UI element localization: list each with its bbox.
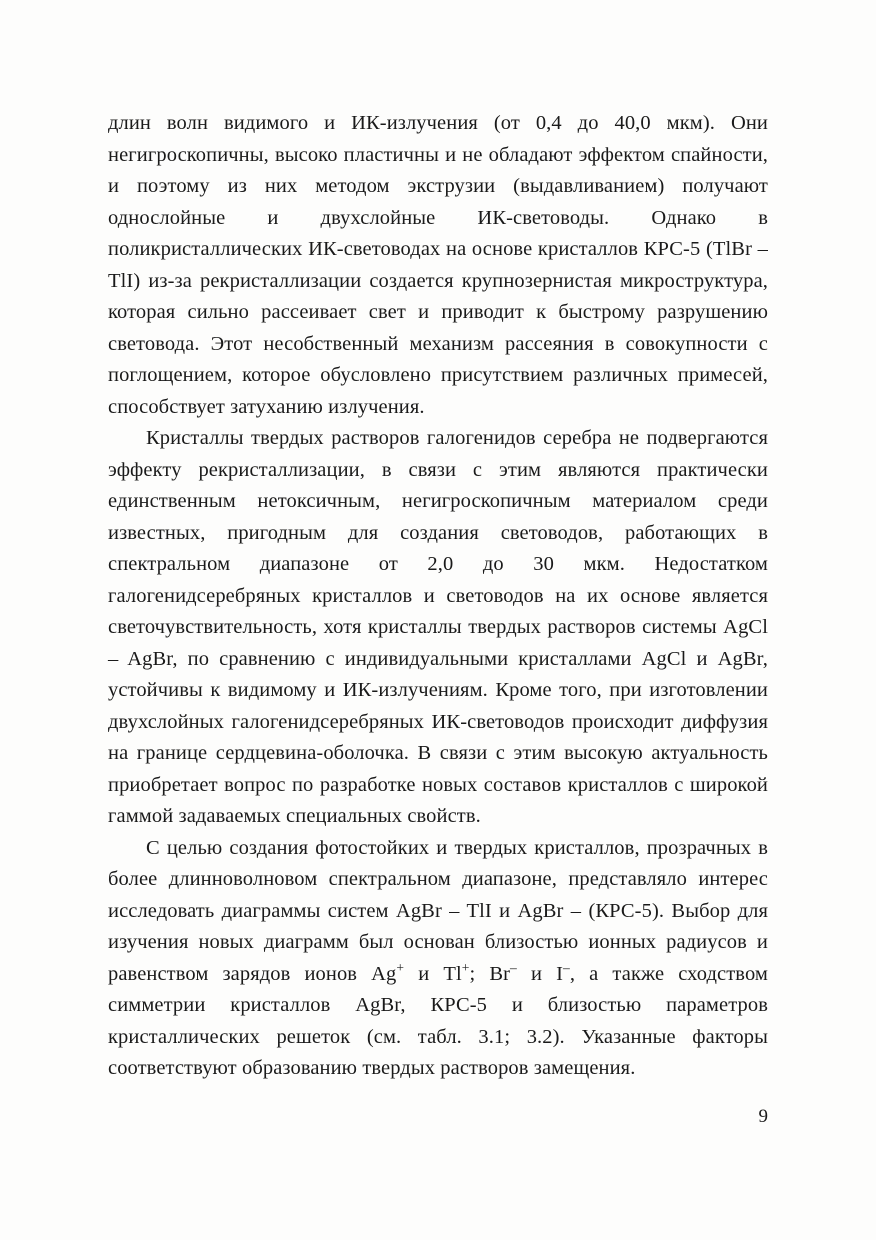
page-number: 9 — [758, 1106, 768, 1127]
superscript: – — [510, 959, 517, 975]
superscript: + — [396, 959, 405, 975]
page-body — [108, 108, 768, 1085]
paragraph-2: Кристаллы твердых растворов галогенидов серебра не подвергаются эффекту рекристаллизации, в связи с этим являются практически единственным нетоксичным, негигроскопичным материалом среди известных, пригодным для создания световодов, работающих в спектральном диапазоне от 2,0 до 30 мкм. Недостатком галогенидсеребряных кристаллов и световодов на их основе является светочувствительность, хотя кристаллы твердых растворов системы AgCl – AgBr, по сравнению с индивидуальными кристаллами AgCl и AgBr, устойчивы к видимому и ИК-излучениям. Кроме того, при изготовлении двухслойных галогенидсеребряных ИК-световодов происходит диффузия на границе сердцевина-оболочка. В связи с этим высокую актуальность приобретает вопрос по разработке новых составов кристаллов с широкой гаммой задаваемых специальных свойств. — [108, 427, 768, 827]
paragraph-3: С целью создания фотостойких и твердых кристаллов, прозрачных в более длинноволновом спектральном диапазоне, представляло интерес исследовать диаграммы систем AgBr – TlI и AgBr – (КРС-5). Выбор для изучения новых диаграмм был основан близостью ионных радиусов и равенством зарядов ионов Ag+ и Tl+; Br– и I–, а также сходством симметрии кристаллов AgBr, КРС-5 и близостью параметров кристаллических решеток (см. табл. 3.1; 3.2). Указанные факторы соответствуют образованию твердых растворов замещения. — [108, 836, 768, 1079]
superscript: + — [461, 959, 470, 975]
paragraph-1: длин волн видимого и ИК-излучения (от 0,4 до 40,0 мкм). Они негигроскопичны, высоко пластичны и не обладают эффектом спайности, и поэтому из них методом экструзии (выдавливанием) получают однослойные и двухслойные ИК-световоды. Однако в поликристаллических ИК-световодах на основе кристаллов КРС-5 (TlBr – TlI) из-за рекристаллизации создается крупнозернистая микроструктура, которая сильно рассеивает свет и приводит к быстрому разрушению световода. Этот несобственный механизм рассеяния в совокупности с поглощением, которое обусловлено присутствием различных примесей, способствует затуханию излучения. — [108, 112, 768, 418]
superscript: – — [563, 959, 570, 975]
